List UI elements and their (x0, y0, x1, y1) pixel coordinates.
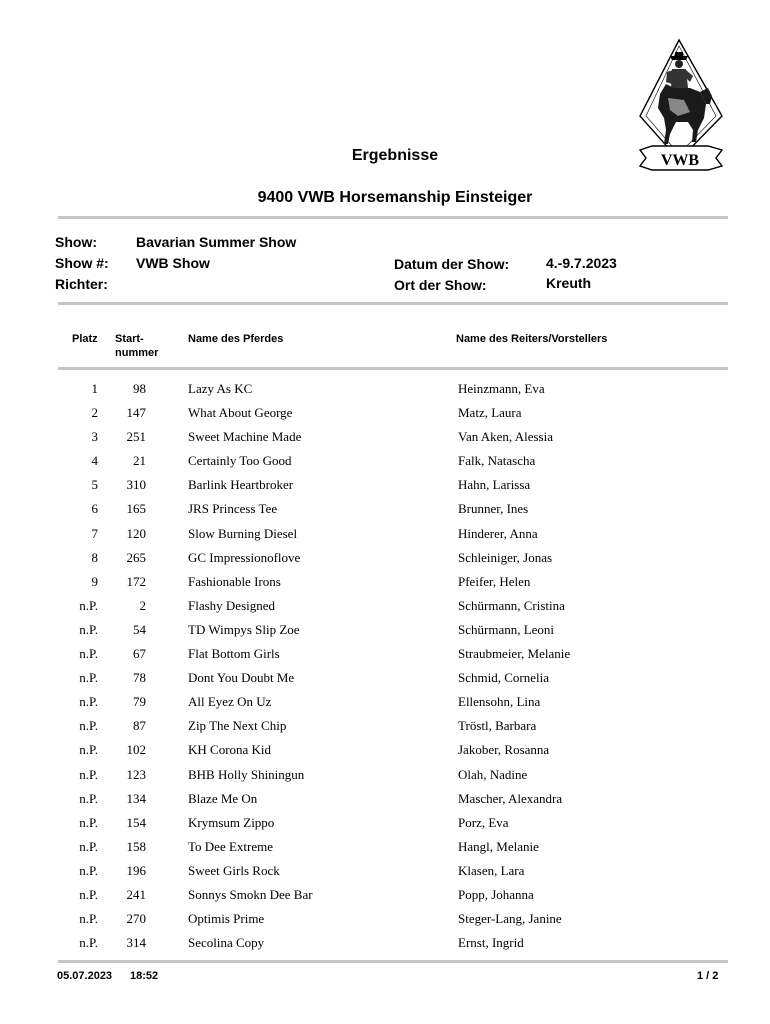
footer-divider (58, 960, 728, 963)
placing-cell: n.P. (79, 790, 98, 806)
table-row (0, 932, 770, 956)
placing-cell: n.P. (79, 911, 98, 927)
rider-name-cell: Schürmann, Leoni (458, 621, 555, 637)
start-number-cell: 158 (126, 838, 146, 854)
judge-label: Richter: (55, 276, 108, 292)
table-row (0, 691, 770, 715)
placing-cell: 3 (91, 429, 98, 445)
logo-text: VWB (660, 152, 700, 169)
horse-name-cell: BHB Holly Shiningun (188, 766, 305, 782)
col-header-horse: Name des Pferdes (188, 333, 284, 345)
horse-name-cell: What About George (188, 405, 293, 421)
table-row (0, 812, 770, 836)
table-row (0, 595, 770, 619)
start-number-cell: 165 (126, 501, 146, 517)
horse-name-cell: Lazy As KC (188, 381, 253, 396)
placing-cell: n.P. (79, 646, 98, 662)
table-row (0, 498, 770, 522)
start-number-cell: 147 (126, 405, 146, 421)
horse-name-cell: GC Impressionoflove (188, 549, 301, 565)
rider-name-cell: Hangl, Melanie (458, 838, 539, 854)
info-divider (58, 302, 728, 305)
table-row (0, 547, 770, 571)
table-row (0, 643, 770, 667)
start-number-cell: 196 (126, 862, 146, 878)
placing-cell: n.P. (79, 694, 98, 710)
placing-cell: n.P. (79, 886, 98, 902)
placing-cell: 9 (91, 573, 98, 589)
placing-cell: n.P. (79, 838, 98, 854)
rider-name-cell: Jakober, Rosanna (458, 742, 550, 758)
print-time: 18:52 (130, 970, 159, 982)
horse-name-cell: All Eyez On Uz (188, 694, 272, 710)
show-value: Bavarian Summer Show (136, 234, 297, 250)
start-number-cell: 241 (126, 886, 146, 902)
rider-name-cell: Mascher, Alexandra (458, 790, 563, 806)
rider-name-cell: Popp, Johanna (458, 886, 534, 902)
table-row (0, 764, 770, 788)
placing-cell: 5 (91, 477, 98, 493)
rider-name-cell: Klasen, Lara (458, 862, 525, 878)
placing-cell: 6 (91, 501, 98, 517)
rider-name-cell: Porz, Eva (458, 814, 509, 830)
table-row (0, 715, 770, 739)
rider-name-cell: Heinzmann, Eva (458, 381, 545, 396)
start-number-cell: 67 (133, 646, 146, 662)
placing-cell: n.P. (79, 718, 98, 734)
horse-name-cell: To Dee Extreme (188, 838, 273, 854)
horse-name-cell: Fashionable Irons (188, 573, 281, 589)
start-number-cell: 21 (133, 453, 146, 469)
horse-name-cell: TD Wimpys Slip Zoe (188, 621, 300, 637)
rider-name-cell: Schmid, Cornelia (458, 670, 549, 686)
table-row (0, 667, 770, 691)
rider-name-cell: Falk, Natascha (458, 453, 536, 469)
placing-cell: n.P. (79, 742, 98, 758)
show-number-label: Show #: (55, 255, 109, 271)
horse-name-cell: Dont You Doubt Me (188, 670, 295, 686)
horse-name-cell: Barlink Heartbroker (188, 477, 294, 493)
results-table (0, 378, 770, 956)
show-date-label: Datum der Show: (394, 256, 510, 272)
show-location-label: Ort der Show: (394, 277, 487, 293)
col-header-start: Start- (115, 333, 144, 345)
col-header-platz: Platz (72, 333, 98, 345)
table-row (0, 571, 770, 595)
start-number-cell: 310 (126, 477, 146, 493)
start-number-cell: 123 (126, 766, 146, 782)
rider-name-cell: Schleiniger, Jonas (458, 549, 553, 565)
placing-cell: n.P. (79, 862, 98, 878)
page-number: 1 / 2 (697, 970, 719, 982)
placing-cell: n.P. (79, 766, 98, 782)
table-row (0, 523, 770, 547)
table-row (0, 474, 770, 498)
placing-cell: 4 (91, 453, 98, 469)
horse-name-cell: Zip The Next Chip (188, 718, 287, 734)
start-number-cell: 79 (133, 694, 146, 710)
placing-cell: 8 (91, 549, 98, 565)
start-number-cell: 134 (126, 790, 146, 806)
horse-name-cell: Flat Bottom Girls (188, 646, 280, 662)
rider-name-cell: Tröstl, Barbara (458, 718, 537, 734)
horse-name-cell: Blaze Me On (188, 790, 258, 806)
placing-cell: 1 (91, 381, 98, 396)
rider-name-cell: Hahn, Larissa (458, 477, 531, 493)
placing-cell: 2 (91, 405, 98, 421)
placing-cell: n.P. (79, 597, 98, 613)
show-location-value: Kreuth (546, 275, 592, 291)
horse-name-cell: Krymsum Zippo (188, 814, 275, 830)
horse-name-cell: Slow Burning Diesel (188, 525, 298, 541)
show-date-value: 4.-9.7.2023 (546, 255, 617, 271)
table-row (0, 450, 770, 474)
start-number-cell: 102 (126, 742, 146, 758)
table-row (0, 402, 770, 426)
horse-name-cell: Sweet Girls Rock (188, 862, 280, 878)
placing-cell: n.P. (79, 670, 98, 686)
table-row (0, 860, 770, 884)
placing-cell: 7 (91, 525, 98, 541)
rider-name-cell: Olah, Nadine (458, 766, 528, 782)
start-number-cell: 270 (126, 911, 146, 927)
rider-name-cell: Pfeifer, Helen (458, 573, 531, 589)
horse-name-cell: Certainly Too Good (188, 453, 292, 469)
start-number-cell: 120 (126, 525, 146, 541)
header-divider (58, 216, 728, 219)
col-header-start-2: nummer (115, 347, 159, 359)
rider-name-cell: Ellensohn, Lina (458, 694, 541, 710)
start-number-cell: 2 (139, 597, 146, 613)
table-row (0, 836, 770, 860)
placing-cell: n.P. (79, 814, 98, 830)
start-number-cell: 78 (133, 670, 146, 686)
horse-name-cell: Optimis Prime (188, 911, 265, 927)
col-header-rider: Name des Reiters/Vorstellers (456, 333, 608, 345)
horse-name-cell: Sweet Machine Made (188, 429, 302, 445)
rider-name-cell: Ernst, Ingrid (458, 935, 524, 951)
rider-name-cell: Brunner, Ines (458, 501, 529, 517)
table-row (0, 884, 770, 908)
start-number-cell: 314 (126, 935, 146, 951)
rider-name-cell: Schürmann, Cristina (458, 597, 565, 613)
start-number-cell: 154 (126, 814, 146, 830)
start-number-cell: 54 (133, 621, 146, 637)
table-row (0, 739, 770, 763)
table-row (0, 908, 770, 932)
table-row (0, 619, 770, 643)
horse-name-cell: Secolina Copy (188, 935, 265, 951)
table-row (0, 788, 770, 812)
table-header-divider (58, 367, 728, 370)
table-row (0, 426, 770, 450)
horse-name-cell: Sonnys Smokn Dee Bar (188, 886, 313, 902)
rider-name-cell: Steger-Lang, Janine (458, 911, 562, 927)
show-label: Show: (55, 234, 97, 250)
start-number-cell: 87 (133, 718, 146, 734)
table-row (0, 378, 770, 402)
start-number-cell: 251 (126, 429, 146, 445)
start-number-cell: 172 (126, 573, 146, 589)
horse-name-cell: JRS Princess Tee (188, 501, 278, 517)
page-title: Ergebnisse (351, 147, 439, 164)
rider-name-cell: Matz, Laura (458, 405, 522, 421)
event-title: 9400 VWB Horsemanship Einsteiger (257, 189, 533, 206)
start-number-cell: 98 (133, 381, 146, 396)
horse-name-cell: Flashy Designed (188, 597, 276, 613)
rider-name-cell: Hinderer, Anna (458, 525, 538, 541)
placing-cell: n.P. (79, 621, 98, 637)
print-date: 05.07.2023 (57, 970, 113, 982)
start-number-cell: 265 (126, 549, 146, 565)
horse-name-cell: KH Corona Kid (188, 742, 272, 758)
rider-name-cell: Straubmeier, Melanie (458, 646, 571, 662)
show-number-value: VWB Show (136, 255, 210, 271)
rider-name-cell: Van Aken, Alessia (458, 429, 553, 445)
placing-cell: n.P. (79, 935, 98, 951)
